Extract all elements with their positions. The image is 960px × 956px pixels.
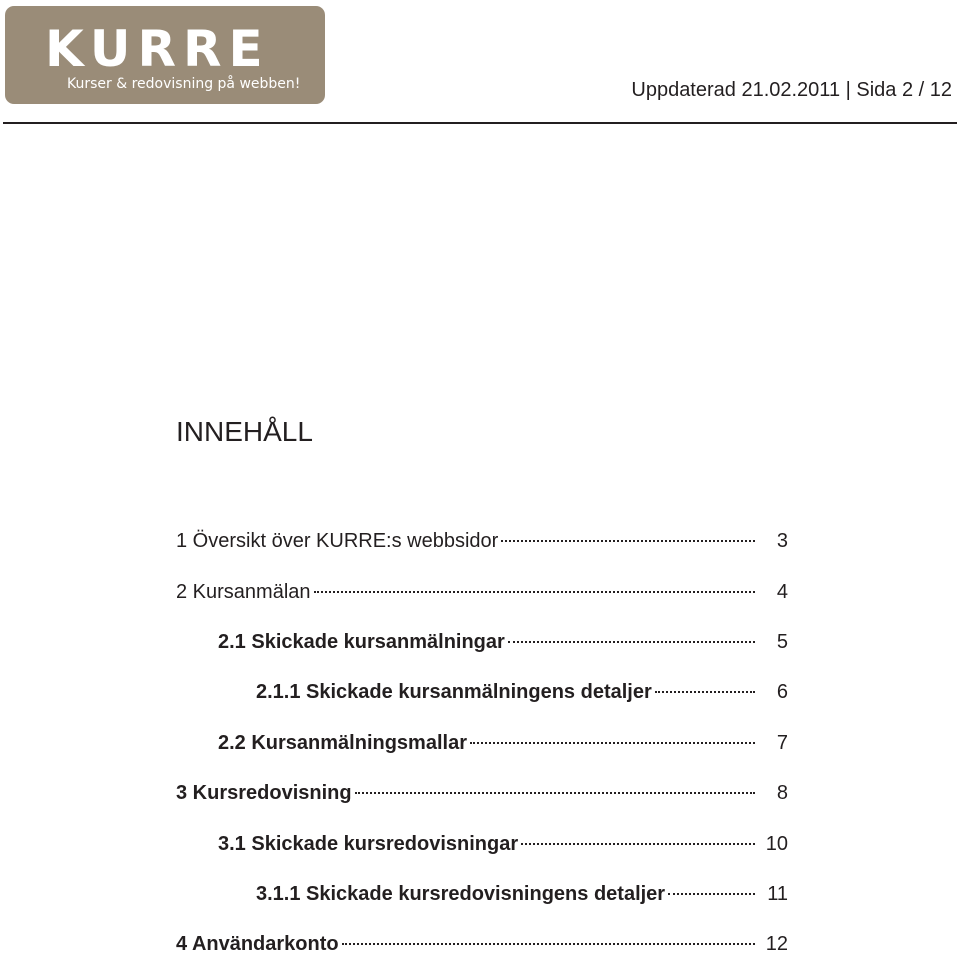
- toc-entry-page: 5: [776, 631, 788, 653]
- toc-title: INNEHÅLL: [176, 416, 313, 447]
- toc-entry-label: 2.2 Kursanmälningsmallar: [218, 732, 467, 754]
- logo-wordmark: KURRE: [45, 20, 270, 78]
- toc-entry[interactable]: [218, 630, 788, 654]
- toc-entry-label: 2.1.1 Skickade kursanmälningens detaljer: [256, 681, 652, 703]
- toc-entry-label: 2.1 Skickade kursanmälningar: [218, 631, 505, 653]
- logo-tagline: Kurser & redovisning på webben!: [67, 76, 301, 92]
- toc-dot-leader: [668, 893, 755, 895]
- toc-dot-leader: [355, 792, 755, 794]
- kurre-logo: [5, 6, 325, 104]
- toc-entry-page: 4: [776, 581, 788, 603]
- toc-dot-leader: [501, 540, 755, 542]
- toc-entry-label: 4 Användarkonto: [176, 933, 339, 955]
- header-divider: [3, 122, 957, 124]
- toc-entry[interactable]: [256, 680, 788, 704]
- toc-entry-page: 8: [776, 782, 788, 804]
- toc-entry[interactable]: [176, 580, 788, 604]
- toc-entry-page: 6: [776, 681, 788, 703]
- toc-entry-label: 3.1 Skickade kursredovisningar: [218, 833, 519, 855]
- toc-entry[interactable]: [256, 882, 788, 906]
- toc-dot-leader: [470, 742, 755, 744]
- toc-entry-page: 11: [767, 883, 788, 905]
- toc-dot-leader: [314, 591, 755, 593]
- toc-entry[interactable]: [176, 932, 788, 956]
- toc-entry-page: 7: [776, 732, 788, 754]
- toc-dot-leader: [655, 691, 755, 693]
- toc-entry[interactable]: [176, 781, 788, 805]
- toc-entry-label: 1 Översikt över KURRE:s webbsidor: [176, 530, 499, 552]
- toc-entry-label: 2 Kursanmälan: [176, 581, 311, 603]
- toc-entry-page: 12: [765, 933, 788, 955]
- toc-entry-label: 3.1.1 Skickade kursredovisningens detaljer: [256, 883, 666, 905]
- header-update-page-info: Uppdaterad 21.02.2011 | Sida 2 / 12: [631, 79, 952, 101]
- toc-entry[interactable]: [218, 731, 788, 755]
- toc-dot-leader: [521, 843, 755, 845]
- toc-entry-page: 3: [776, 530, 788, 552]
- toc-entry[interactable]: [176, 529, 788, 553]
- toc-dot-leader: [342, 943, 755, 945]
- toc-entry-label: 3 Kursredovisning: [176, 782, 352, 804]
- toc-entry[interactable]: [218, 832, 788, 856]
- toc-entry-page: 10: [765, 833, 788, 855]
- toc-dot-leader: [508, 641, 755, 643]
